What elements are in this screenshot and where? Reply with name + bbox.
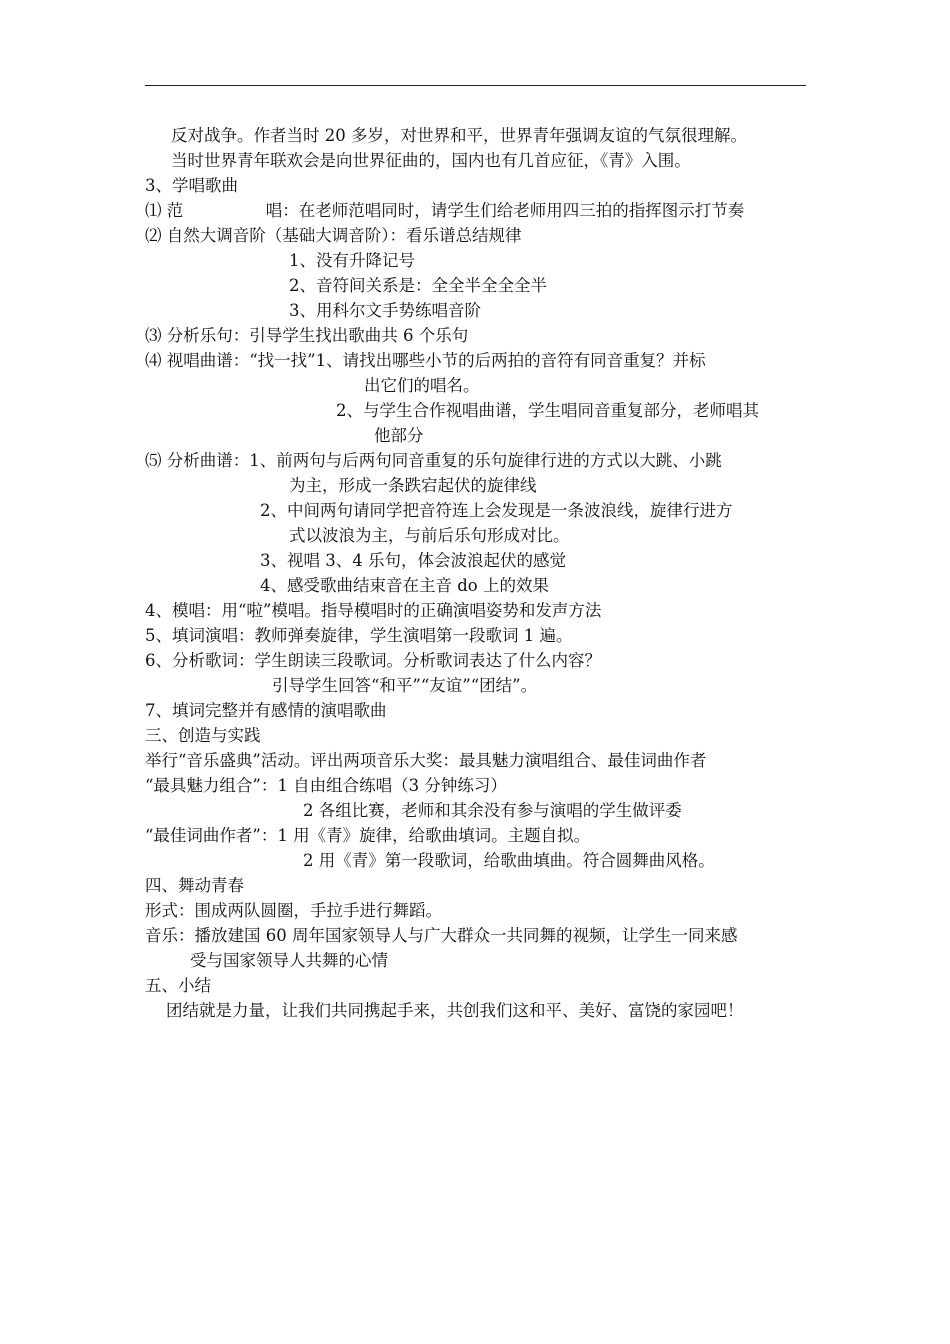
list-item: 3、用科尔文手势练唱音阶 (289, 301, 481, 320)
text-line: 他部分 (374, 426, 424, 445)
list-item: 3、视唱 3、4 乐句，体会波浪起伏的感觉 (260, 551, 566, 570)
text-line: 团结就是力量，让我们共同携起手来，共创我们这和平、美好、富饶的家园吧！ (166, 1001, 744, 1020)
text-line: 反对战争。作者当时 20 多岁，对世界和平，世界青年强调友谊的气氛很理解。 (171, 126, 747, 145)
text-line: ⑸ 分析曲谱：1、前两句与后两句同音重复的乐句旋律行进的方式以大跳、小跳 (145, 451, 722, 470)
section-heading: 6、分析歌词：学生朗读三段歌词。分析歌词表达了什么内容？ (145, 651, 601, 670)
section-heading: 7、填词完整并有感情的演唱歌曲 (145, 701, 387, 720)
text-line: 当时世界青年联欢会是向世界征曲的，国内也有几首应征，《青》入围。 (171, 151, 691, 170)
text-line: 举行“音乐盛典”活动。评出两项音乐大奖：最具魅力演唱组合、最佳词曲作者 (145, 751, 707, 770)
list-item: 4、感受歌曲结束音在主音 do 上的效果 (260, 576, 549, 595)
header-rule (145, 85, 806, 86)
section-heading: 五、小结 (145, 976, 211, 995)
list-item: 2、音符间关系是：全全半全全全半 (289, 276, 547, 295)
text-line: 出它们的唱名。 (364, 376, 480, 395)
section-heading: 4、模唱：用“啦”模唱。指导模唱时的正确演唱姿势和发声方法 (145, 601, 602, 620)
text-line: 式以波浪为主，与前后乐句形成对比。 (289, 526, 570, 545)
text-line: 音乐：播放建国 60 周年国家领导人与广大群众一共同舞的视频，让学生一同来感 (145, 926, 738, 945)
text-line: 引导学生回答“和平”“友谊”“团结”。 (272, 676, 538, 695)
text-line: “最佳词曲作者”：1 用《青》旋律，给歌曲填词。主题自拟。 (145, 826, 591, 845)
list-item: 1、没有升降记号 (289, 251, 415, 270)
section-heading: 四、舞动青春 (145, 876, 244, 895)
list-item: 2、中间两句请同学把音符连上会发现是一条波浪线，旋律行进方 (260, 501, 733, 520)
text-line: ⑶ 分析乐句：引导学生找出歌曲共 6 个乐句 (145, 326, 469, 345)
section-heading: 3、学唱歌曲 (145, 176, 238, 195)
text-line: ⑴ 范 唱：在老师范唱同时，请学生们给老师用四三拍的指挥图示打节奏 (145, 201, 745, 220)
list-item: 2 用《青》第一段歌词，给歌曲填曲。符合圆舞曲风格。 (303, 851, 715, 870)
text-line: ⑷ 视唱曲谱：“找一找”1、请找出哪些小节的后两拍的音符有同音重复？并标 (145, 351, 706, 370)
list-item: 2 各组比赛，老师和其余没有参与演唱的学生做评委 (303, 801, 682, 820)
text-line: 受与国家领导人共舞的心情 (190, 951, 388, 970)
text-line: 形式：围成两队圆圈，手拉手进行舞蹈。 (145, 901, 442, 920)
text-line: 为主，形成一条跌宕起伏的旋律线 (289, 476, 537, 495)
section-heading: 5、填词演唱：教师弹奏旋律，学生演唱第一段歌词 1 遍。 (145, 626, 573, 645)
text-line: “最具魅力组合”：1 自由组合练唱（3 分钟练习） (145, 776, 507, 795)
section-heading: 三、创造与实践 (145, 726, 261, 745)
text-line: ⑵ 自然大调音阶（基础大调音阶）：看乐谱总结规律 (145, 226, 522, 245)
list-item: 2、与学生合作视唱曲谱，学生唱同音重复部分，老师唱其 (336, 401, 759, 420)
